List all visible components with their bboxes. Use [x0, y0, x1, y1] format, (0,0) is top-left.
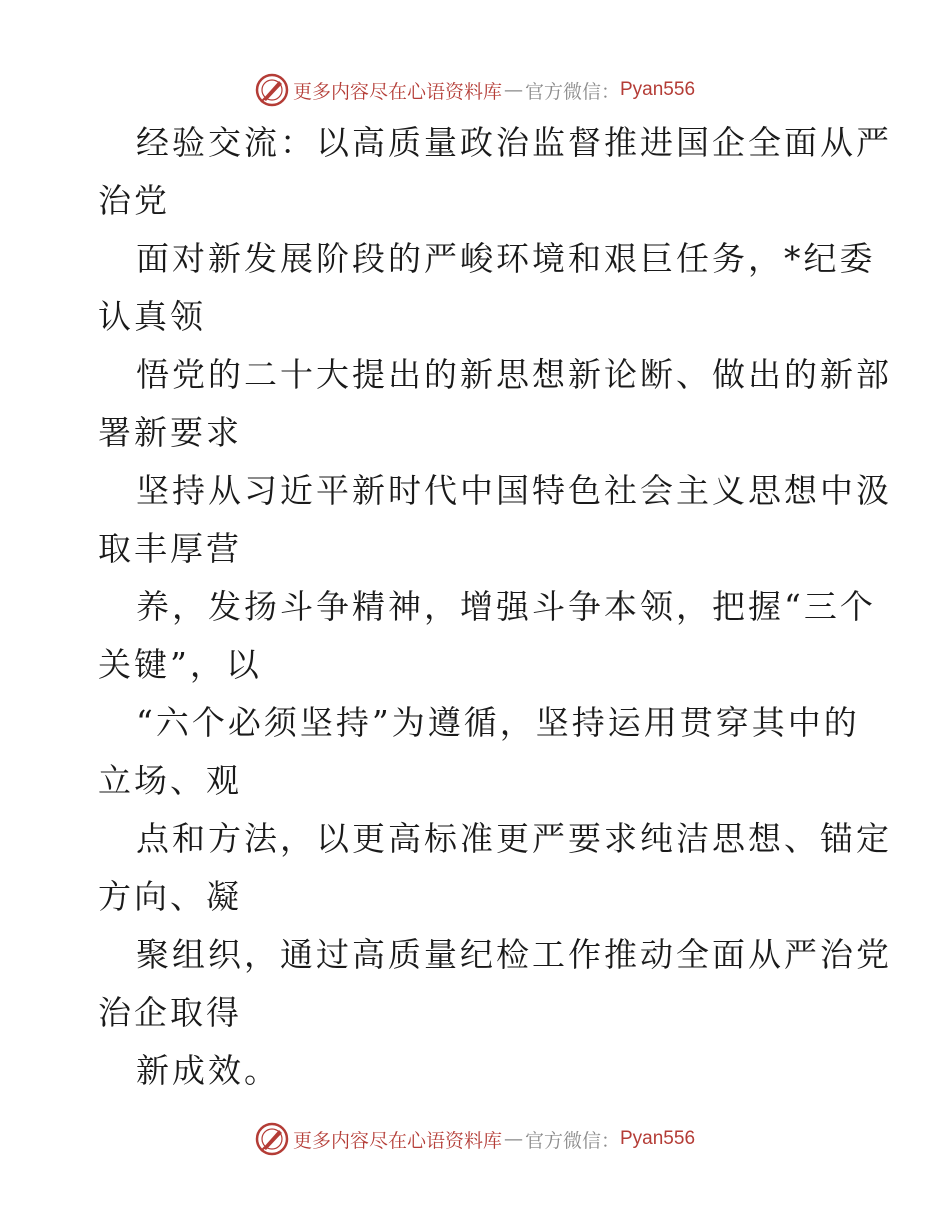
- text-line: 立场、观: [98, 761, 242, 800]
- banner-main-text: 更多内容尽在心语资料库: [292, 1129, 502, 1152]
- text-line: 治企取得: [98, 993, 242, 1032]
- banner-main-text: 更多内容尽在心语资料库: [292, 80, 502, 103]
- header-banner[interactable]: [0, 70, 950, 110]
- text-line: 治党: [98, 181, 170, 220]
- text-line: 养，发扬斗争精神，增强斗争本领，把握“三个: [136, 587, 876, 626]
- feather-pen-logo-icon: [255, 1122, 289, 1156]
- text-line: 坚持从习近平新时代中国特色社会主义思想中汲: [136, 471, 892, 510]
- banner-account: Pyan556: [620, 79, 696, 100]
- text-line: 点和方法，以更高标准更严要求纯洁思想、锚定: [136, 819, 892, 858]
- banner-dash: —: [503, 79, 523, 101]
- text-line: “六个必须坚持”为遵循，坚持运用贯穿其中的: [136, 703, 860, 742]
- body-text: [98, 114, 892, 1100]
- text-line: 署新要求: [98, 413, 242, 452]
- footer-banner[interactable]: [0, 1119, 950, 1159]
- text-line: 悟党的二十大提出的新思想新论断、做出的新部: [136, 355, 892, 394]
- banner-wechat-label: 官方微信：: [524, 1129, 620, 1152]
- text-line: 新成效。: [136, 1051, 280, 1090]
- feather-pen-logo-icon: [255, 73, 289, 107]
- banner-dash: —: [503, 1128, 523, 1150]
- text-line: 认真领: [98, 297, 206, 336]
- text-line: 经验交流：以高质量政治监督推进国企全面从严: [136, 123, 892, 162]
- text-line: 关键”，以: [98, 645, 262, 684]
- text-line: 方向、凝: [98, 877, 242, 916]
- text-line: 聚组织，通过高质量纪检工作推动全面从严治党: [136, 935, 892, 974]
- document-body: [98, 114, 892, 1100]
- text-line: 取丰厚营: [98, 529, 242, 568]
- banner-account: Pyan556: [620, 1128, 696, 1149]
- text-line: 面对新发展阶段的严峻环境和艰巨任务，*纪委: [136, 239, 876, 278]
- banner-wechat-label: 官方微信：: [524, 80, 620, 103]
